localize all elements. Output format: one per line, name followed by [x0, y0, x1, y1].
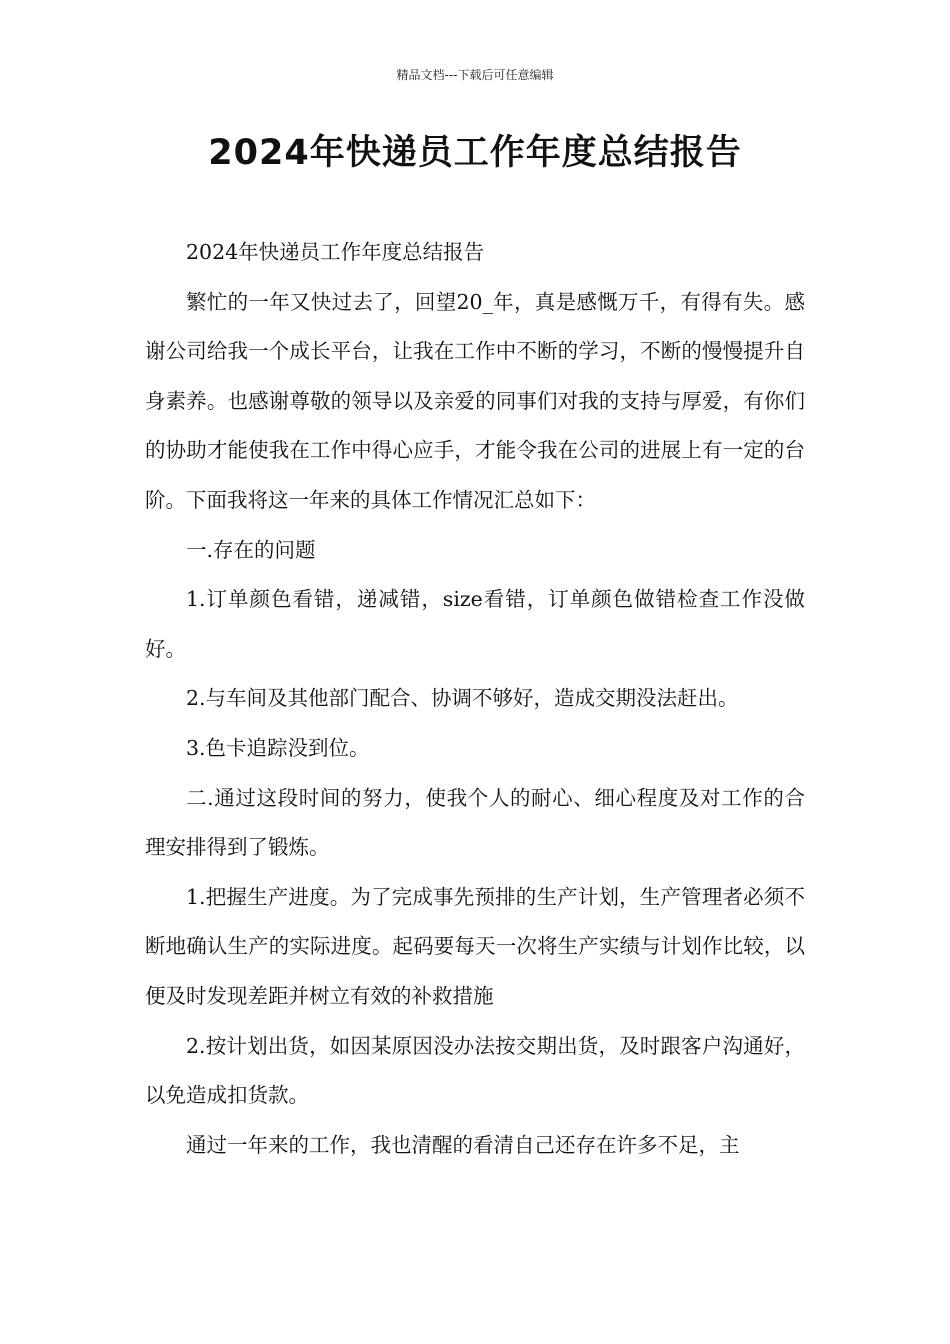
document-title: 2024年快递员工作年度总结报告	[208, 133, 742, 173]
paragraph-problem-3: 3.色卡追踪没到位。	[186, 735, 370, 760]
header-note: 精品文档---下载后可任意编辑	[396, 68, 554, 82]
paragraph-improvement-2: 2.按计划出货，如因某原因没办法按交期出货，及时跟客户沟通好，以免造成扣货款。	[145, 1033, 805, 1108]
paragraph-problem-2: 2.与车间及其他部门配合、协调不够好，造成交期没法赶出。	[186, 686, 739, 711]
section-heading-problems: 一.存在的问题	[186, 537, 316, 562]
paragraph-problem-1: 1.订单颜色看错，递减错，size看错，订单颜色做错检查工作没做好。	[145, 587, 805, 661]
paragraph-subtitle: 2024年快递员工作年度总结报告	[186, 240, 485, 264]
paragraph-intro: 繁忙的一年又快过去了，回望20_年，真是感慨万千，有得有失。感谢公司给我一个成长平台，让我在工作中不断的学习，不断的慢慢提升自身素养。也感谢尊敬的领导以及亲爱的同事们对我的支持与厚爱，有你们的协助才能使我在工作中得心应手，才能令我在公司的进展上有一定的台阶。下面我将这一年来的具体工作情况汇总如下：	[145, 289, 805, 512]
section-heading-improvements: 二.通过这段时间的努力，使我个人的耐心、细心程度及对工作的合理安排得到了锻炼。	[145, 785, 805, 860]
paragraph-closing: 通过一年来的工作，我也清醒的看清自己还存在许多不足，主	[186, 1132, 740, 1157]
document-body	[145, 228, 805, 1170]
paragraph-improvement-1: 1.把握生产进度。为了完成事先预排的生产计划，生产管理者必须不断地确认生产的实际进度。起码要每天一次将生产实绩与计划作比较，以便及时发现差距并树立有效的补救措施	[145, 884, 805, 1008]
